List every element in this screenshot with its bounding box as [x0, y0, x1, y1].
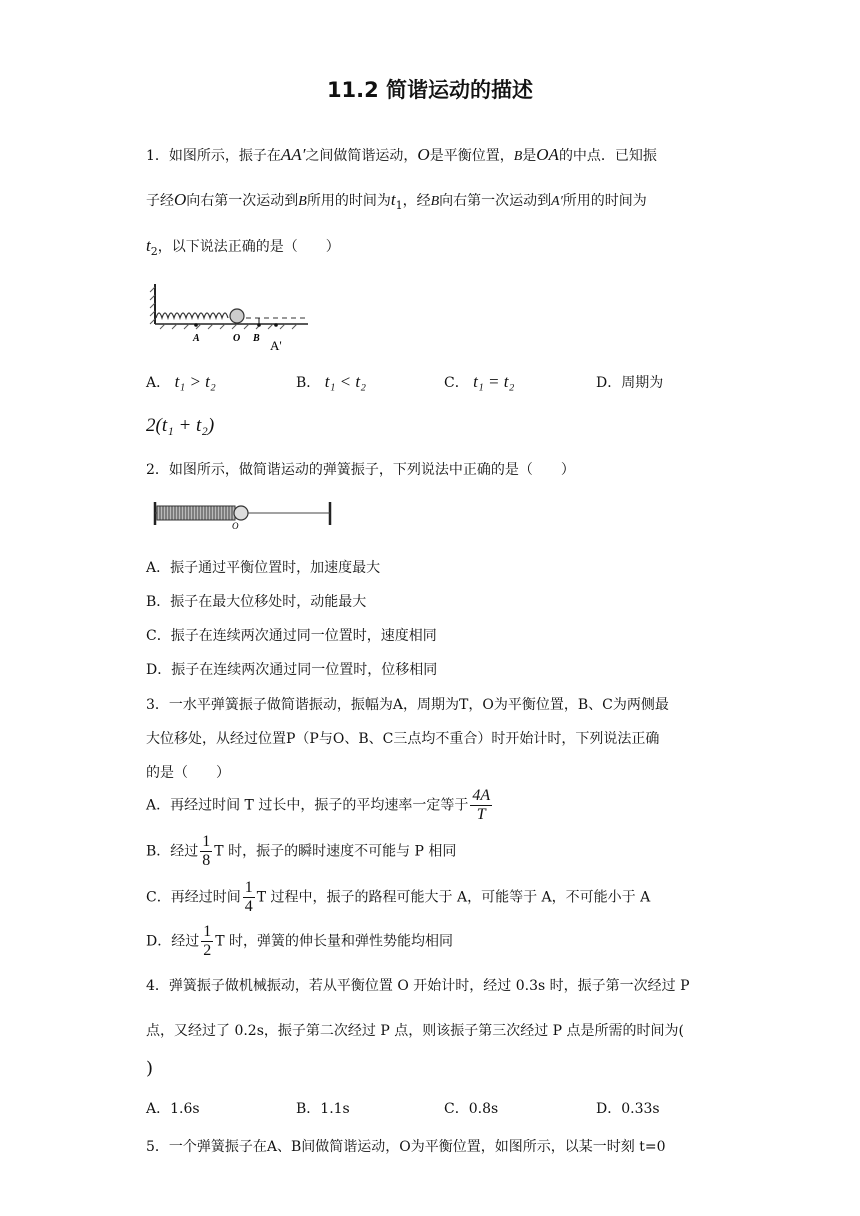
q2-option-b[interactable]: B．振子在最大位移处时，动能最大	[146, 594, 367, 610]
q2-option-a[interactable]: A．振子通过平衡位置时，加速度最大	[146, 560, 381, 576]
q2-option-c[interactable]: C．振子在连续两次通过同一位置时，速度相同	[146, 628, 437, 644]
label-o: O	[233, 333, 241, 344]
q5-line-1: 5．一个弹簧振子在A、B间做简谐运动，O为平衡位置，如图所示，以某一时刻 t=0	[146, 1139, 666, 1155]
q1-option-d-value: 2(t₁ + t₂)	[146, 415, 215, 436]
q4-option-a[interactable]: A．1.6s	[146, 1101, 200, 1117]
q2-spring-figure	[152, 499, 337, 531]
page-title: 11.2 简谐运动的描述	[326, 78, 534, 102]
q4-option-b[interactable]: B．1.1s	[296, 1101, 350, 1117]
q1-option-a[interactable]: A． t₁ > t₂	[146, 372, 216, 391]
fraction: $\frac{1}{4}$	[244, 879, 253, 915]
q1-options-row	[146, 372, 216, 392]
q3-option-d[interactable]: D．经过 $\frac{1}{2}$ T 时，弹簧的伸长量和弹性势能均相同	[146, 923, 454, 959]
q3-option-b[interactable]: B．经过 $\frac{1}{8}$ T 时，振子的瞬时速度不可能与 P 相同	[146, 833, 457, 869]
q1-aa-symbol: AA′	[280, 145, 306, 164]
q4-option-c[interactable]: C．0.8s	[444, 1101, 499, 1117]
fraction: $\frac{1}{2}$	[203, 923, 212, 959]
q1-option-b[interactable]: B． t₁ < t₂	[296, 372, 366, 391]
label-a: A	[193, 333, 200, 344]
q3-line-3: 的是（ ）	[146, 765, 230, 781]
q1-option-c[interactable]: C． t₁ = t₂	[444, 372, 515, 391]
fraction: $\frac{4A}{T}$	[472, 787, 491, 823]
fraction: $\frac{1}{8}$	[202, 833, 211, 869]
q3-line-2: 大位移处，从经过位置P（P与O、B、C三点均不重合）时开始计时，下列说法正确	[146, 731, 660, 747]
q1-line-3: $t_2$，以下说法正确的是（ ）	[146, 236, 340, 258]
q1-line-1: 1．如图所示，振子在AA′之间做简谐运动，O是平衡位置，B是OA的中点．已知振	[146, 145, 657, 164]
q3-line-1: 3．一水平弹簧振子做简谐振动，振幅为A，周期为T，O为平衡位置，B、C为两侧最	[146, 697, 669, 713]
label-a-prime: A'	[270, 338, 282, 353]
oscillator-ball	[230, 309, 244, 323]
label-b: B	[253, 333, 260, 344]
q2-stem: 2．如图所示，做简谐运动的弹簧振子，下列说法中正确的是（ ）	[146, 462, 575, 478]
q3-option-c[interactable]: C．再经过时间 $\frac{1}{4}$ T 过程中，振子的路程可能大于 A，可能等于 A，不可能小于 A	[146, 879, 651, 915]
q4-line-1: 4．弹簧振子做机械振动，若从平衡位置 O 开始计时，经过 0.3s 时，振子第一次经过 P	[146, 978, 690, 994]
q3-option-a[interactable]: A．再经过时间 T 过长中，振子的平均速率一定等于 $\frac{4A}{T}$	[146, 787, 491, 823]
q2-option-d[interactable]: D．振子在连续两次通过同一位置时，位移相同	[146, 662, 438, 678]
q2-oscillator-ball	[234, 506, 248, 520]
q4-line-3: )	[146, 1058, 154, 1079]
q4-line-2: 点，又经过了 0.2s，振子第二次经过 P 点，则该振子第三次经过 P 点是所需的时间为(	[146, 1023, 684, 1039]
q2-label-o: O	[232, 521, 239, 531]
q4-option-d[interactable]: D．0.33s	[596, 1101, 660, 1117]
q1-option-d[interactable]: D．周期为	[596, 375, 664, 391]
q1-line-2: 子经O向右第一次运动到B所用的时间为$t_1$，经B向右第一次运动到A′所用的时间为	[146, 190, 647, 212]
q1-spring-figure	[148, 282, 313, 354]
